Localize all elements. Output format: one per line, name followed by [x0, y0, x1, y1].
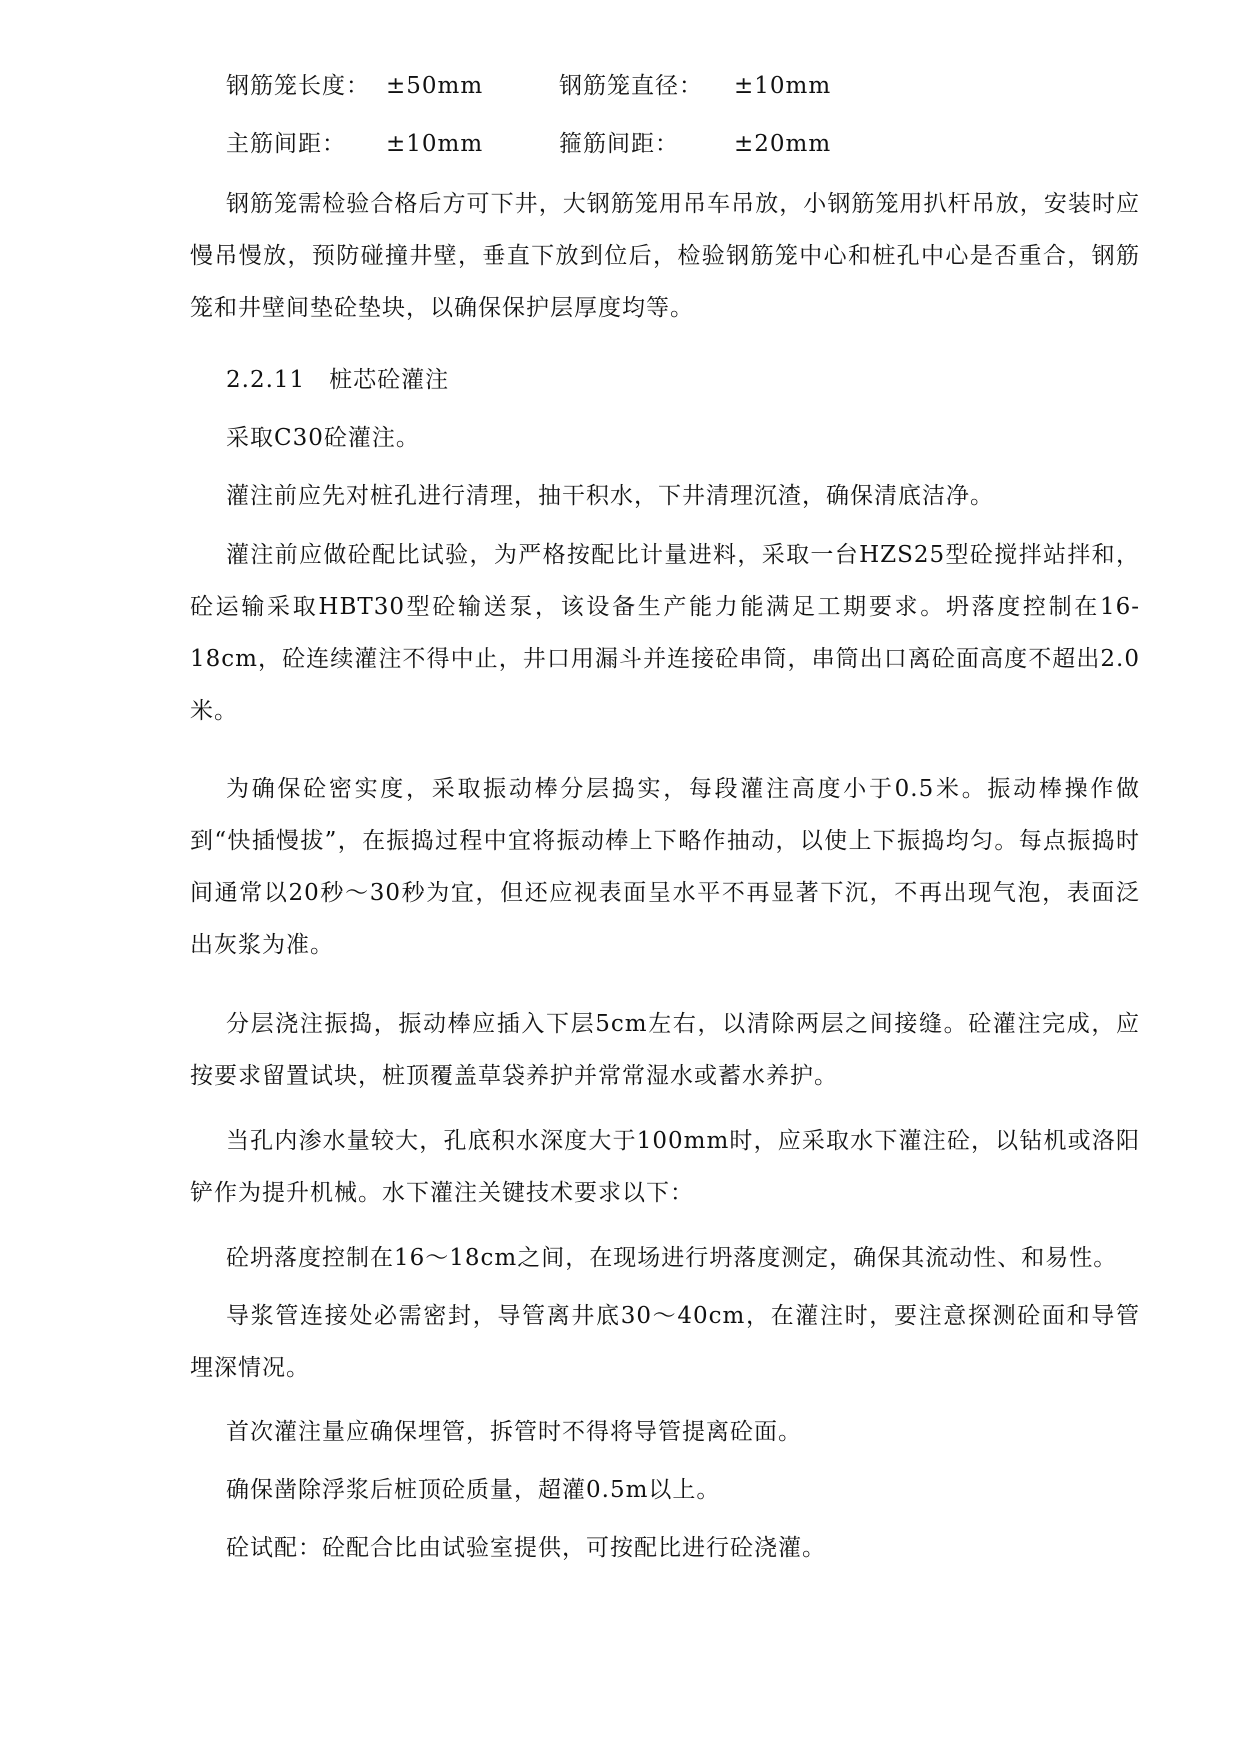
- paragraph-underwater-pouring: 当孔内渗水量较大，孔底积水深度大于100mm时，应采取水下灌注砼，以钻机或洛阳铲作为提升机械。水下灌注关键技术要求以下：: [190, 1128, 1140, 1206]
- paragraph-mix-and-pouring: 灌注前应做砼配比试验，为严格按配比计量进料，采取一台HZS25型砼搅拌站拌和，砼运输采取HBT30型砼输送泵，该设备生产能力能满足工期要求。坍落度控制在16-18cm，砼连续灌注不得中止，井口用漏斗并连接砼串筒，串筒出口离砼面高度不超出2.0米。: [190, 542, 1140, 724]
- paragraph-concrete-grade: 采取C30砼灌注。: [226, 425, 420, 451]
- spec-label: 主筋间距：: [226, 131, 346, 157]
- spec-label: 钢筋笼长度：: [226, 73, 370, 99]
- paragraph-trial-mix: 砼试配：砼配合比由试验室提供，可按配比进行砼浇灌。: [226, 1535, 826, 1561]
- spec-value: ±20mm: [734, 131, 832, 157]
- section-heading: 2.2.11 桩芯砼灌注: [226, 367, 450, 393]
- paragraph-slump-control: 砼坍落度控制在16～18cm之间，在现场进行坍落度测定，确保其流动性、和易性。: [226, 1245, 1118, 1271]
- spec-value: ±10mm: [734, 73, 832, 99]
- paragraph-tremie-pipe: 导浆管连接处必需密封，导管离井底30～40cm，在灌注时，要注意探测砼面和导管埋深情况。: [190, 1303, 1140, 1381]
- paragraph-layered-pouring: 分层浇注振捣，振动棒应插入下层5cm左右，以清除两层之间接缝。砼灌注完成，应按要求留置试块，桩顶覆盖草袋养护并常常湿水或蓄水养护。: [190, 1011, 1140, 1089]
- paragraph-hole-cleaning: 灌注前应先对桩孔进行清理，抽干积水，下井清理沉渣，确保清底洁净。: [226, 483, 994, 509]
- spec-label: 钢筋笼直径：: [559, 73, 703, 99]
- spec-value: ±10mm: [386, 131, 484, 157]
- paragraph-over-pour: 确保凿除浮浆后桩顶砼质量，超灌0.5m以上。: [226, 1477, 721, 1503]
- paragraph-cage-installation: 钢筋笼需检验合格后方可下井，大钢筋笼用吊车吊放，小钢筋笼用扒杆吊放，安装时应慢吊慢放，预防碰撞井壁，垂直下放到位后，检验钢筋笼中心和桩孔中心是否重合，钢筋笼和井壁间垫砼垫块，以确保保护层厚度均等。: [190, 191, 1140, 321]
- spec-value: ±50mm: [386, 73, 484, 99]
- spec-label: 箍筋间距：: [559, 131, 679, 157]
- paragraph-vibration: 为确保砼密实度，采取振动棒分层捣实，每段灌注高度小于0.5米。振动棒操作做到“快插慢拔”，在振捣过程中宜将振动棒上下略作抽动，以使上下振捣均匀。每点振捣时间通常以20秒～30秒为宜，但还应视表面呈水平不再显著下沉，不再出现气泡，表面泛出灰浆为准。: [190, 776, 1140, 958]
- paragraph-first-pour: 首次灌注量应确保埋管，拆管时不得将导管提离砼面。: [226, 1419, 802, 1445]
